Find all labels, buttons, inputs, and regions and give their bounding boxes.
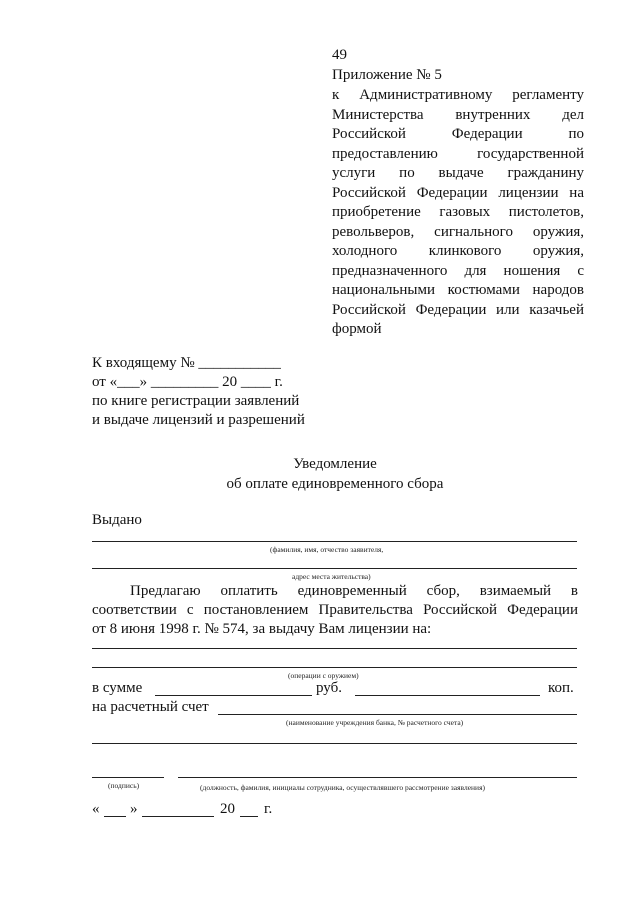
- appendix-line: Министерства внутренних дел: [332, 106, 584, 123]
- amount-rub-field[interactable]: [155, 695, 312, 696]
- appendix-line: Российской Федерации лицензии на: [332, 184, 584, 201]
- date-year-field[interactable]: [240, 816, 258, 817]
- appendix-line: предназначенного для ношения с: [332, 262, 584, 279]
- address-line[interactable]: [92, 568, 577, 569]
- officer-line[interactable]: [178, 777, 577, 778]
- document-subtitle: об оплате единовременного сбора: [226, 476, 444, 492]
- rub-label: руб.: [316, 680, 342, 696]
- operations-line[interactable]: [92, 667, 577, 668]
- payment-text-line: Предлагаю оплатить единовременный сбор, взимаемый в: [130, 583, 578, 599]
- incoming-number-field[interactable]: К входящему № ___________: [92, 355, 281, 371]
- appendix-line: к Административному регламенту: [332, 87, 584, 103]
- date-close-quote: »: [130, 801, 138, 817]
- signature-caption: (подпись): [108, 781, 140, 790]
- date-day-field[interactable]: [104, 816, 126, 817]
- account-label: на расчетный счет: [92, 699, 209, 715]
- appendix-line: револьверов, сигнального оружия,: [332, 223, 584, 240]
- issued-label: Выдано: [92, 512, 142, 528]
- registration-book-label: и выдаче лицензий и разрешений: [92, 412, 305, 428]
- operations-caption: (операции с оружием): [288, 671, 359, 680]
- date-month-field[interactable]: [142, 816, 214, 817]
- appendix-title: Приложение № 5: [332, 67, 442, 83]
- appendix-line: формой: [332, 321, 382, 337]
- appendix-line: холодного клинкового оружия,: [332, 243, 584, 259]
- date-open-quote: «: [92, 801, 100, 817]
- applicant-name-caption: (фамилия, имя, отчество заявителя,: [270, 545, 384, 554]
- amount-label: в сумме: [92, 680, 143, 696]
- appendix-reference: [332, 86, 584, 340]
- appendix-line: услуги по выдаче гражданину: [332, 165, 584, 181]
- registration-book-label: по книге регистрации заявлений: [92, 393, 300, 409]
- applicant-name-line[interactable]: [92, 541, 577, 542]
- date-year-prefix: 20: [220, 801, 235, 817]
- payment-text: [92, 582, 578, 639]
- incoming-date-field[interactable]: от «___» _________ 20 ____ г.: [92, 374, 283, 390]
- amount-kop-field[interactable]: [355, 695, 540, 696]
- account-field[interactable]: [218, 714, 577, 715]
- appendix-line: Российской Федерации по: [332, 126, 584, 142]
- appendix-line: приобретение газовых пистолетов,: [332, 204, 584, 220]
- date-year-suffix: г.: [264, 801, 273, 817]
- kop-label: коп.: [548, 680, 574, 696]
- officer-caption: (должность, фамилия, инициалы сотрудника, осуществлявшего рассмотрение заявления): [200, 783, 486, 792]
- appendix-line: национальными костюмами народов: [332, 282, 584, 298]
- payment-text-line: соответствии с постановлением Правительства Российской Федерации: [92, 602, 578, 618]
- signature-line[interactable]: [92, 777, 164, 778]
- operations-line[interactable]: [92, 648, 577, 649]
- appendix-line: предоставлению государственной: [332, 145, 584, 162]
- payment-text-line: от 8 июня 1998 г. № 574, за выдачу Вам лицензии на:: [92, 621, 432, 637]
- bank-caption: (наименование учреждения банка, № расчетного счета): [286, 718, 464, 727]
- account-field-continued[interactable]: [92, 743, 577, 744]
- page-number: 49: [332, 47, 347, 63]
- address-caption: адрес места жительства): [292, 572, 371, 581]
- registration-block: [92, 354, 305, 430]
- appendix-line: Российской Федерации или казачьей: [332, 301, 584, 318]
- document-title: Уведомление: [293, 456, 377, 472]
